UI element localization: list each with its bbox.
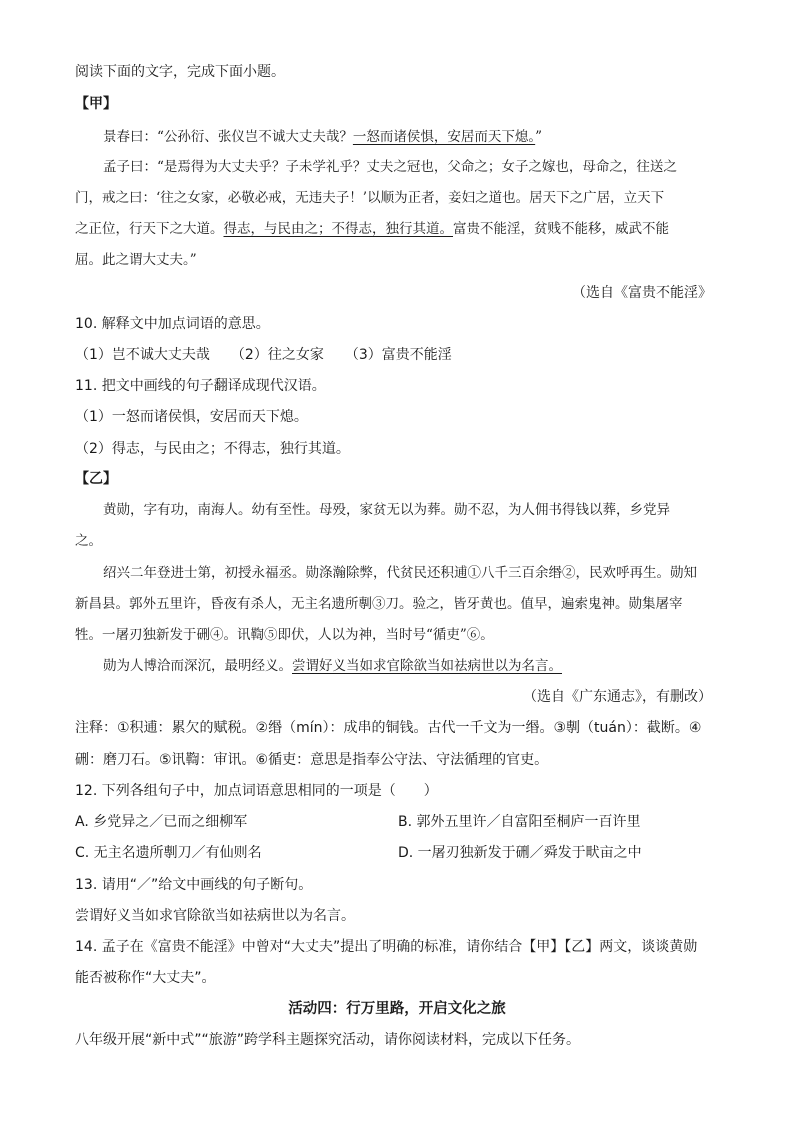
jia-paragraph-2-line-4: 屈。此之谓大丈夫。” — [75, 252, 197, 268]
reading-instruction: 阅读下面的文字，完成下面小题。 — [75, 64, 285, 80]
yi-paragraph-1-line-2: 之。 — [75, 533, 102, 549]
question-14-line-2: 能否被称作“大丈夫”。 — [75, 970, 216, 986]
question-11: 11. 把文中画线的句子翻译成现代汉语。 — [75, 378, 326, 394]
jia-p2-l3-rest: 富贵不能淫，贫贱不能移，威武不能 — [453, 221, 669, 237]
yi-paragraph-2-line-3: 牲。一屠刃独新发于硎④。讯鞫⑤即伏，人以为神，当时号“循吏”⑥。 — [75, 627, 494, 643]
question-12-option-d: D. 一屠刃独新发于硎／舜发于畎亩之中 — [398, 845, 642, 861]
question-14-line-1: 14. 孟子在《富贵不能淫》中曾对“大丈夫”提出了明确的标准，请你结合【甲】【乙】两文，谈谈黄勋 — [75, 939, 698, 955]
question-10: 10. 解释文中加点词语的意思。 — [75, 316, 270, 332]
question-12-option-c: C. 无主名遗所剸刀／有仙则名 — [75, 845, 262, 861]
jia-underlined-sentence-2: 得志，与民由之；不得志，独行其道。 — [223, 221, 453, 237]
notes-line-2: 硎：磨刀石。⑤讯鞫：审讯。⑥循吏：意思是指奉公守法、守法循理的官吏。 — [75, 752, 549, 768]
activity-intro: 八年级开展“新中式”“旅游”跨学科主题探究活动，请你阅读材料，完成以下任务。 — [75, 1032, 581, 1048]
jia-underlined-sentence-1: 一怒而诸侯惧，安居而天下熄。 — [352, 129, 536, 145]
question-11-item-1: （1）一怒而诸侯惧，安居而天下熄。 — [75, 409, 308, 425]
jia-p1-text: 景春曰：“公孙衍、张仪岂不诚大丈夫哉？ — [103, 129, 353, 145]
jia-paragraph-1 — [103, 128, 542, 146]
yi-paragraph-2-line-2: 新昌县。郭外五里许，昏夜有杀人，无主名遗所剸③刀。验之，皆牙黄也。值早，遍索鬼神。勋集屠宰 — [75, 596, 683, 612]
yi-paragraph-3 — [103, 657, 562, 675]
jia-paragraph-2-line-2: 门，戒之曰：‘往之女家，必敬必戒，无违夫子！’以顺为正者，妾妇之道也。居天下之广居，立天下 — [75, 190, 665, 206]
jia-paragraph-2-line-3 — [75, 220, 669, 238]
question-13-sentence: 尝谓好义当如求官除欲当如祛病世以为名言。 — [75, 908, 355, 924]
jia-source: （选自《富贵不能淫》 — [572, 285, 712, 301]
question-12-option-b: B. 郭外五里许／自富阳至桐庐一百许里 — [398, 814, 641, 830]
yi-p3-text: 勋为人博洽而深沉，最明经义。 — [103, 658, 292, 674]
activity-title: 活动四：行万里路，开启文化之旅 — [288, 1001, 506, 1017]
section-jia-label: 【甲】 — [75, 96, 117, 112]
question-11-item-2: （2）得志，与民由之；不得志，独行其道。 — [75, 441, 350, 457]
question-10-items: （1）岂不诚大丈夫哉 （2）往之女家 （3）富贵不能淫 — [75, 347, 452, 363]
yi-paragraph-1-line-1: 黄勋，字有功，南海人。幼有至性。母殁，家贫无以为葬。勋不忍，为人佣书得钱以葬，乡党异 — [103, 502, 670, 518]
question-12-option-a: A. 乡党异之／已而之细柳军 — [75, 814, 248, 830]
section-yi-label: 【乙】 — [75, 471, 117, 487]
yi-source: （选自《广东通志》，有删改） — [523, 689, 712, 705]
question-12: 12. 下列各组句子中，加点词语意思相同的一项是（ ） — [75, 783, 438, 799]
jia-p1-close: ” — [535, 129, 543, 145]
yi-paragraph-2-line-1: 绍兴二年登进士第，初授永福丞。勋涤瀚除弊，代贫民还积逋①八千三百余缗②，民欢呼再生。勋知 — [103, 565, 697, 581]
jia-paragraph-2-line-1: 孟子曰：“是焉得为大丈夫乎？子未学礼乎？丈夫之冠也，父命之；女子之嫁也，母命之，往送之 — [103, 159, 677, 175]
notes-line-1: 注释：①积逋：累欠的赋税。②缗（mín）：成串的铜钱。古代一千文为一缗。③剸（tuán）：截断。④ — [75, 720, 702, 736]
jia-p2-l3-text: 之正位，行天下之大道。 — [75, 221, 224, 237]
question-13: 13. 请用“／”给文中画线的句子断句。 — [75, 877, 313, 893]
yi-underlined-sentence: 尝谓好义当如求官除欲当如祛病世以为名言。 — [292, 658, 562, 674]
